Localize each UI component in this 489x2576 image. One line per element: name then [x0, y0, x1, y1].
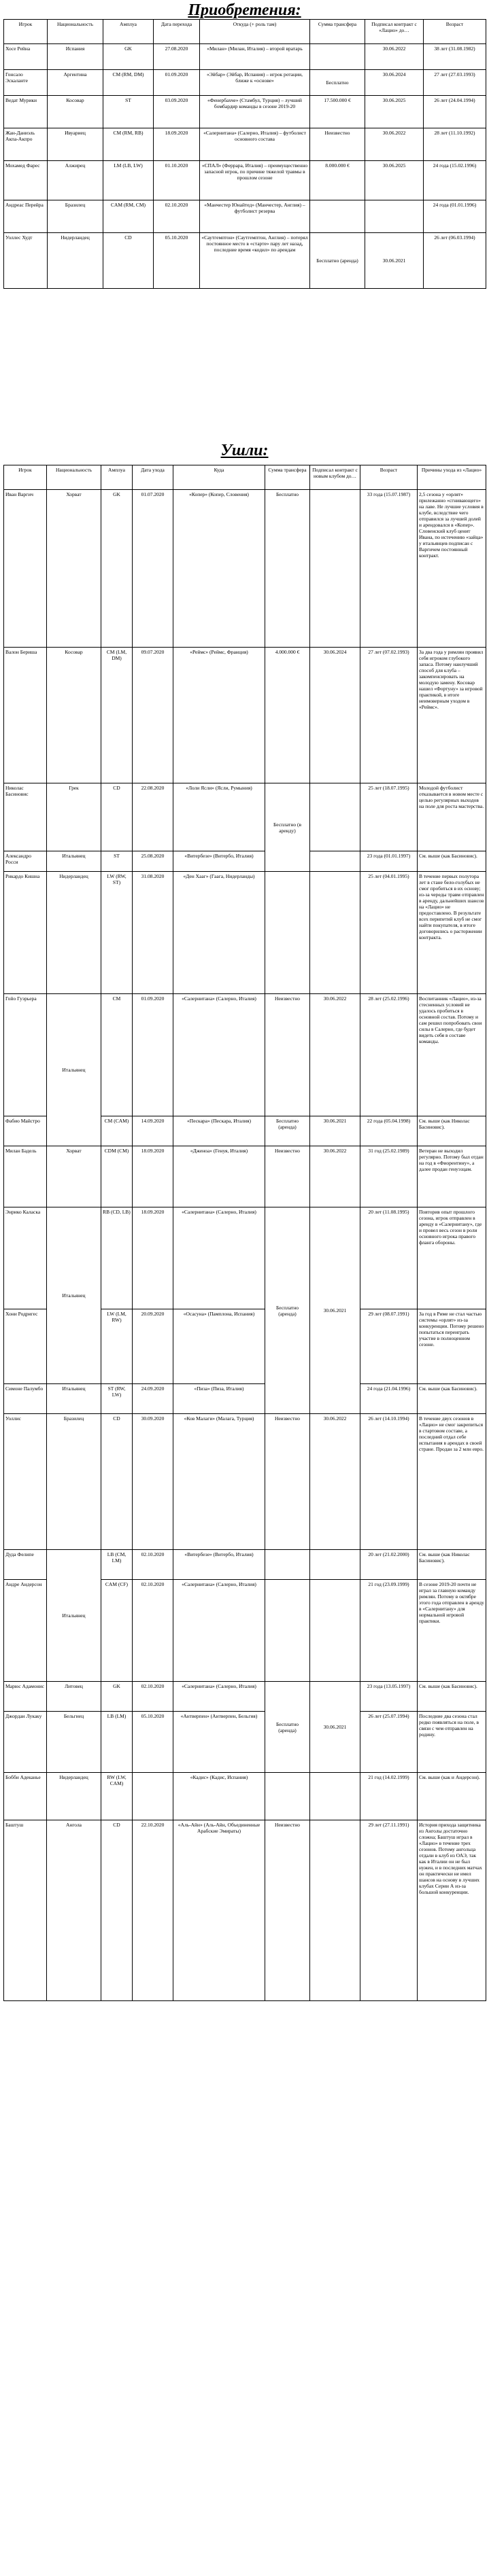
fee: Бесплатно (аренда) [265, 1116, 310, 1146]
age: 24 года (15.02.1996) [424, 161, 486, 200]
fee [310, 200, 365, 233]
contract-until [310, 1550, 360, 1580]
table-row [4, 44, 486, 70]
to-club: «Осасуна» (Памплона, Испания) [173, 1309, 265, 1384]
to-club: «Антверпен» (Антверпен, Бельгия) [173, 1712, 265, 1773]
transfer-date: 02.10.2020 [154, 200, 200, 233]
contract-until: 30.06.2022 [365, 128, 424, 161]
departure-date: 14.09.2020 [133, 1116, 173, 1146]
departure-reason: Ветеран не выходил регулярно. Потому был отдан на год в «Фиорентину», а далее продан генуэзцам. [418, 1146, 486, 1207]
age: 28 лет (25.02.1996) [360, 994, 418, 1116]
age: 26 лет (14.10.1994) [360, 1414, 418, 1550]
position: CAM (CF) [101, 1580, 133, 1682]
age: 27 лет (07.02.1993) [360, 648, 418, 783]
table-row [4, 128, 486, 161]
nationality: Аргентина [48, 70, 103, 96]
position: GK [101, 490, 133, 648]
position: LM (LB, LW) [103, 161, 154, 200]
contract-until: 30.06.2021 [365, 233, 424, 289]
transfer-date: 27.08.2020 [154, 44, 200, 70]
contract-until [310, 490, 360, 648]
departures-table [3, 465, 486, 2001]
to-club: «Ков Малаги» (Малага, Турция) [173, 1414, 265, 1550]
departure-date: 22.10.2020 [133, 1820, 173, 2001]
from-club: «Манчестер Юнайтед» (Манчестер, Англия) – футболист резерва [200, 200, 310, 233]
header-cell: Подписал контракт с «Лацио» до… [365, 20, 424, 44]
age: 29 лет (27.11.1991) [360, 1820, 418, 2001]
table-row [4, 648, 486, 783]
player-name: Мохамед Фарес [4, 161, 48, 200]
departure-date: 18.09.2020 [133, 1207, 173, 1309]
position: GK [103, 44, 154, 70]
departure-date: 22.08.2020 [133, 783, 173, 851]
player-name: Фабио Майстро [4, 1116, 47, 1146]
from-club: «СПАЛ» (Феррара, Италия) – преимущественно запасной игрок, по причине тяжелой травмы в прошлом сезоне [200, 161, 310, 200]
age: 26 лет (24.04.1994) [424, 96, 486, 128]
position: CD [103, 233, 154, 289]
departure-reason: В сезоне 2019-20 почти не играл за главную команду римлян. Потому в октябре этого года отправлен в аренду в «Салернитану» для нормальной игровой практики. [418, 1580, 486, 1682]
table-row [4, 200, 486, 233]
departure-reason: Последние два сезона стал редко появляться на поле, в связи с чем отправлен на родину. [418, 1712, 486, 1773]
fee: Бесплатно (аренда) [265, 1207, 310, 1414]
to-club: «Кадис» (Кадис, Испания) [173, 1773, 265, 1820]
departure-reason: История прихода защитника из Анголы достаточно сложна; Баштуш играл в «Лацио» в течение трех сезонов. Потому ангольца отдали в клуб из ОАЭ, так как в Италии он не был нужен, и в последних матчах он практически не имел шансов на основу в лучших клубах Серии А из-за большой конкуренции. [418, 1820, 486, 2001]
nationality: Косовар [47, 648, 101, 783]
transfer-date: 01.09.2020 [154, 70, 200, 96]
header-cell: Откуда (+ роль там) [200, 20, 310, 44]
position: ST [101, 851, 133, 872]
departure-date: 09.07.2020 [133, 648, 173, 783]
departure-date: 02.10.2020 [133, 1550, 173, 1580]
header-cell: Амплуа [101, 465, 133, 490]
contract-until [310, 1820, 360, 2001]
player-name: Рикардо Кишна [4, 872, 47, 994]
contract-until: 30.06.2022 [310, 994, 360, 1116]
header-cell: Игрок [4, 20, 48, 44]
player-name: Симоне Палумбо [4, 1384, 47, 1414]
table-row [4, 1384, 486, 1414]
to-club: «Витербезе» (Витербо, Италия) [173, 1550, 265, 1580]
player-name: Ведат Мурики [4, 96, 48, 128]
departure-reason: В течение первых полутора лет в стане бело-голубых не смог пробиться в их основу; из-за череды травм отправлен в аренду, дальнейших шансов на «Лацио» не предоставлено. В результате всех перипетий клуб не смог найти покупателя, в итоге договорились о расторжении контракта. [418, 872, 486, 994]
player-name: Валон Бериша [4, 648, 47, 783]
contract-until: 30.06.2021 [310, 1682, 360, 1773]
position: CM [101, 994, 133, 1116]
departure-reason: 2,5 сезона у «орлят» прилежанно «сгнивающего» на лаве. Не лучшие условия в клубе, вследствие чего отправился за лучшей долей и арендовался в «Копер». Словенский клуб ценит Ивана, по истечению «зайца» у итальянцев подписан с Варгичем постоянный контракт. [418, 490, 486, 648]
position: LB (LM) [101, 1712, 133, 1773]
arrivals-header-row [4, 20, 486, 44]
position: ST [103, 96, 154, 128]
nationality: Нидерландец [47, 1773, 101, 1820]
nationality: Итальянец [47, 851, 101, 872]
nationality: Хорват [47, 490, 101, 648]
age: 25 лет (18.07.1995) [360, 783, 418, 851]
age: 23 года (13.05.1997) [360, 1682, 418, 1712]
table-row [4, 1146, 486, 1207]
fee: Бесплатно [310, 70, 365, 96]
fee [265, 1773, 310, 1820]
table-row [4, 1682, 486, 1712]
player-name: Дуда Фелипе [4, 1550, 47, 1580]
contract-until: 30.06.2021 [310, 1207, 360, 1414]
arrivals-heading: Приобретения: [188, 1, 301, 19]
age: 22 года (05.04.1998) [360, 1116, 418, 1146]
header-cell: Сумма трансфера [310, 20, 365, 44]
departure-date: 24.09.2020 [133, 1384, 173, 1414]
fee: Бесплатно (аренда) [265, 1682, 310, 1773]
departure-reason: См. выше (как Николас Басиновис). [418, 1550, 486, 1580]
player-name: Милан Бадель [4, 1146, 47, 1207]
departure-date: 05.10.2020 [133, 1712, 173, 1773]
player-name: Уоллис [4, 1414, 47, 1550]
departure-date: 01.09.2020 [133, 994, 173, 1116]
player-name: Джордан Лукаку [4, 1712, 47, 1773]
position: CM (LM, DM) [101, 648, 133, 783]
position: GK [101, 1682, 133, 1712]
age: 33 года (15.07.1987) [360, 490, 418, 648]
nationality: Ивуариец [48, 128, 103, 161]
contract-until [310, 783, 360, 851]
age: 21 год (23.09.1999) [360, 1580, 418, 1682]
fee [310, 44, 365, 70]
table-row [4, 70, 486, 96]
fee: Неизвестно [265, 1820, 310, 2001]
player-name: Уоллес Худт [4, 233, 48, 289]
age: 31 год (25.02.1989) [360, 1146, 418, 1207]
player-name: Иван Варгич [4, 490, 47, 648]
contract-until: 30.06.2024 [365, 70, 424, 96]
fee: Бесплатно (аренда) [310, 233, 365, 289]
departures-header-row [4, 465, 486, 490]
position: RB (CD, LB) [101, 1207, 133, 1309]
to-club: «Реймс» (Реймс, Франция) [173, 648, 265, 783]
player-name: Хони Родригес [4, 1309, 47, 1384]
contract-until [310, 872, 360, 994]
nationality: Бразилец [48, 200, 103, 233]
fee: Неизвестно [265, 1414, 310, 1550]
age: 26 лет (25.07.1994) [360, 1712, 418, 1773]
fee: Бесплатно (в аренду) [265, 783, 310, 872]
departure-reason: См. выше (как Николас Басиновис). [418, 1116, 486, 1146]
header-cell: Дата перехода [154, 20, 200, 44]
fee: 4.000.000 € [265, 648, 310, 783]
transfer-date: 05.10.2020 [154, 233, 200, 289]
departure-date: 18.09.2020 [133, 1146, 173, 1207]
player-name: Андре Андерсон [4, 1580, 47, 1682]
position: CD [101, 1820, 133, 2001]
fee [265, 872, 310, 994]
nationality: Итальянец [47, 1550, 101, 1682]
age: 29 лет (08.07.1991) [360, 1309, 418, 1384]
header-cell: Возраст [424, 20, 486, 44]
from-club: «Эйбар» (Эйбар, Испания) – игрок ротации, ближе к «основе» [200, 70, 310, 96]
departure-date: 02.10.2020 [133, 1682, 173, 1712]
header-cell: Национальность [47, 465, 101, 490]
header-cell: Сумма трансфера [265, 465, 310, 490]
player-name: Андреас Перейра [4, 200, 48, 233]
transfer-date: 03.09.2020 [154, 96, 200, 128]
position: CD [101, 783, 133, 851]
age: 23 года (01.01.1997) [360, 851, 418, 872]
player-name: Гойо Гуэрьера [4, 994, 47, 1116]
position: CM (RM, DM) [103, 70, 154, 96]
departure-date [133, 1773, 173, 1820]
player-name: Баштуш [4, 1820, 47, 2001]
table-row [4, 851, 486, 872]
table-row [4, 1773, 486, 1820]
from-club: «Фенербахче» (Стамбул, Турция) – лучший бомбардир команды в сезоне 2019-20 [200, 96, 310, 128]
player-name: Марюс Адамонис [4, 1682, 47, 1712]
table-row [4, 783, 486, 851]
to-club: «Пиза» (Пиза, Италия) [173, 1384, 265, 1414]
contract-until [310, 1773, 360, 1820]
nationality: Бразилец [47, 1414, 101, 1550]
to-club: «Копер» (Копер, Словения) [173, 490, 265, 648]
to-club: «Лоли Ясли» (Ясли, Румыния) [173, 783, 265, 851]
contract-until: 30.06.2022 [365, 44, 424, 70]
fee: Неизвестно [265, 1146, 310, 1207]
nationality: Бельгиец [47, 1712, 101, 1773]
departure-reason: См. выше (как и Андерсон). [418, 1773, 486, 1820]
departure-date: 01.07.2020 [133, 490, 173, 648]
nationality: Итальянец [47, 994, 101, 1146]
to-club: «Салернитана» (Салерно, Италия) [173, 1580, 265, 1682]
header-cell: Причины ухода из «Лацио» [418, 465, 486, 490]
departure-date: 25.08.2020 [133, 851, 173, 872]
player-name: Бобби Адеканье [4, 1773, 47, 1820]
position: CDM (CM) [101, 1146, 133, 1207]
age: 20 лет (21.02.2000) [360, 1550, 418, 1580]
table-row [4, 1820, 486, 2001]
to-club: «Дженоа» (Генуя, Италия) [173, 1146, 265, 1207]
player-name: Жан-Даниэль Акпа-Акпро [4, 128, 48, 161]
position: LB (CM, LM) [101, 1550, 133, 1580]
header-cell: Подписал контракт с новым клубом до… [310, 465, 360, 490]
player-name: Хосе Рейна [4, 44, 48, 70]
player-name: Александро Росси [4, 851, 47, 872]
age: 21 год (14.02.1999) [360, 1773, 418, 1820]
header-cell: Амплуа [103, 20, 154, 44]
departure-reason: Повторив опыт прошлого сезона, игрок отправлен в аренду в «Салернитану», где и провел весь сезон в роли основного игрока правого фланга обороны. [418, 1207, 486, 1309]
transfer-date: 18.09.2020 [154, 128, 200, 161]
age: 26 лет (06.03.1994) [424, 233, 486, 289]
departure-reason: За год в Риме не стал частью системы «орлят» из-за конкуренции. Потому решено попытаться переиграть участие в полноценном сезоне. [418, 1309, 486, 1384]
to-club: «Пескара» (Пескара, Италия) [173, 1116, 265, 1146]
nationality: Косовар [48, 96, 103, 128]
nationality: Нидерландец [48, 233, 103, 289]
position: CD [101, 1414, 133, 1550]
nationality: Итальянец [47, 1207, 101, 1384]
nationality: Испания [48, 44, 103, 70]
table-row [4, 1414, 486, 1550]
table-row [4, 1207, 486, 1309]
table-row [4, 1712, 486, 1773]
age: 38 лет (31.08.1982) [424, 44, 486, 70]
table-row [4, 233, 486, 289]
nationality: Ангола [47, 1820, 101, 2001]
contract-until: 30.06.2025 [365, 161, 424, 200]
position: LW (LM, RW) [101, 1309, 133, 1384]
to-club: «Салернитана» (Салерно, Италия) [173, 1682, 265, 1712]
table-row [4, 161, 486, 200]
age: 24 года (21.04.1996) [360, 1384, 418, 1414]
player-name: Энрико Каласка [4, 1207, 47, 1309]
departure-reason: Воспитанник «Лацио», из-за стесненных условий не удалось пробиться в основной состав. Потому и сам решил попробовать свои силы в Салерно, где будет видеть себя в составе команды. [418, 994, 486, 1116]
header-cell: Возраст [360, 465, 418, 490]
fee: Неизвестно [310, 128, 365, 161]
contract-until: 30.06.2022 [310, 1414, 360, 1550]
player-name: Николас Басиновис [4, 783, 47, 851]
age: 25 лет (04.01.1995) [360, 872, 418, 994]
departures-heading: Ушли: [220, 442, 269, 459]
departure-date: 20.09.2020 [133, 1309, 173, 1384]
departure-reason: Молодой футболист отказывается в новом месте с целью регулярных выходов на поле для роста мастерства. [418, 783, 486, 851]
fee: 8.000.000 € [310, 161, 365, 200]
fee: Неизвестно [265, 994, 310, 1116]
position: LW (RW, ST) [101, 872, 133, 994]
age: 27 лет (27.03.1993) [424, 70, 486, 96]
to-club: «Витербезе» (Витербо, Италия) [173, 851, 265, 872]
contract-until [310, 1580, 360, 1682]
contract-until [310, 851, 360, 872]
transfer-date: 01.10.2020 [154, 161, 200, 200]
contract-until [365, 200, 424, 233]
nationality: Итальянец [47, 1384, 101, 1414]
to-club: «Аль-Айн» (Аль-Айн, Объединенные Арабские Эмираты) [173, 1820, 265, 2001]
header-cell: Куда [173, 465, 265, 490]
player-name: Гонсало Эскаланте [4, 70, 48, 96]
departure-reason: См. выше (как Басиновис). [418, 1384, 486, 1414]
header-cell: Игрок [4, 465, 47, 490]
from-club: «Салернитана» (Салерно, Италия) – футболист основного состава [200, 128, 310, 161]
departure-reason: См. выше (как Басиновис). [418, 851, 486, 872]
contract-until: 30.06.2025 [365, 96, 424, 128]
departure-date: 31.08.2020 [133, 872, 173, 994]
fee: 17.500.000 € [310, 96, 365, 128]
to-club: «Ден Хааг» (Гаага, Нидерланды) [173, 872, 265, 994]
age: 28 лет (11.10.1992) [424, 128, 486, 161]
departure-date: 02.10.2020 [133, 1580, 173, 1682]
to-club: «Салернитана» (Салерно, Италия) [173, 994, 265, 1116]
from-club: «Саутгемптон» (Саутгемптон, Англия) – потерял постоянное место в «старте» пару лет назад, последние время «кодил» по арендам [200, 233, 310, 289]
position: ST (RW, LW) [101, 1384, 133, 1414]
position: CM (RM, RB) [103, 128, 154, 161]
age: 24 года (01.01.1996) [424, 200, 486, 233]
from-club: «Милан» (Милан, Италия) – второй вратарь [200, 44, 310, 70]
nationality: Алжирец [48, 161, 103, 200]
fee [265, 1550, 310, 1580]
header-cell: Дата ухода [133, 465, 173, 490]
departure-date: 30.09.2020 [133, 1414, 173, 1550]
nationality: Литовец [47, 1682, 101, 1712]
fee [265, 1580, 310, 1682]
nationality: Хорват [47, 1146, 101, 1207]
contract-until: 30.06.2022 [310, 1146, 360, 1207]
table-row [4, 994, 486, 1116]
departure-reason: См. выше (как Басиновис). [418, 1682, 486, 1712]
to-club: «Салернитана» (Салерно, Италия) [173, 1207, 265, 1309]
table-row [4, 872, 486, 994]
departure-reason: За два года у римлян проявил себя игроком глубокого запаса. Потому наилучший способ для клуба – закомпенсировать на молодую замену. Косовар нашел «Фортуну» за игровой практикой, в итоге неимоверным уходом в «Реймс». [418, 648, 486, 783]
age: 20 лет (11.08.1995) [360, 1207, 418, 1309]
position: RW (LW, CAM) [101, 1773, 133, 1820]
contract-until: 30.06.2024 [310, 648, 360, 783]
table-row [4, 490, 486, 648]
table-row [4, 96, 486, 128]
header-cell: Национальность [48, 20, 103, 44]
position: CAM (RM, CM) [103, 200, 154, 233]
nationality: Грек [47, 783, 101, 851]
fee: Бесплатно [265, 490, 310, 648]
table-row [4, 1550, 486, 1580]
arrivals-table [3, 19, 486, 289]
contract-until: 30.06.2021 [310, 1116, 360, 1146]
departure-reason: В течение двух сезонов в «Лацио» не смог закрепиться в стартовом составе, а последний отдал себе испытания в арендах в своей стране. Продан за 2 млн евро. [418, 1414, 486, 1550]
position: CM (CAM) [101, 1116, 133, 1146]
nationality: Нидерландец [47, 872, 101, 994]
